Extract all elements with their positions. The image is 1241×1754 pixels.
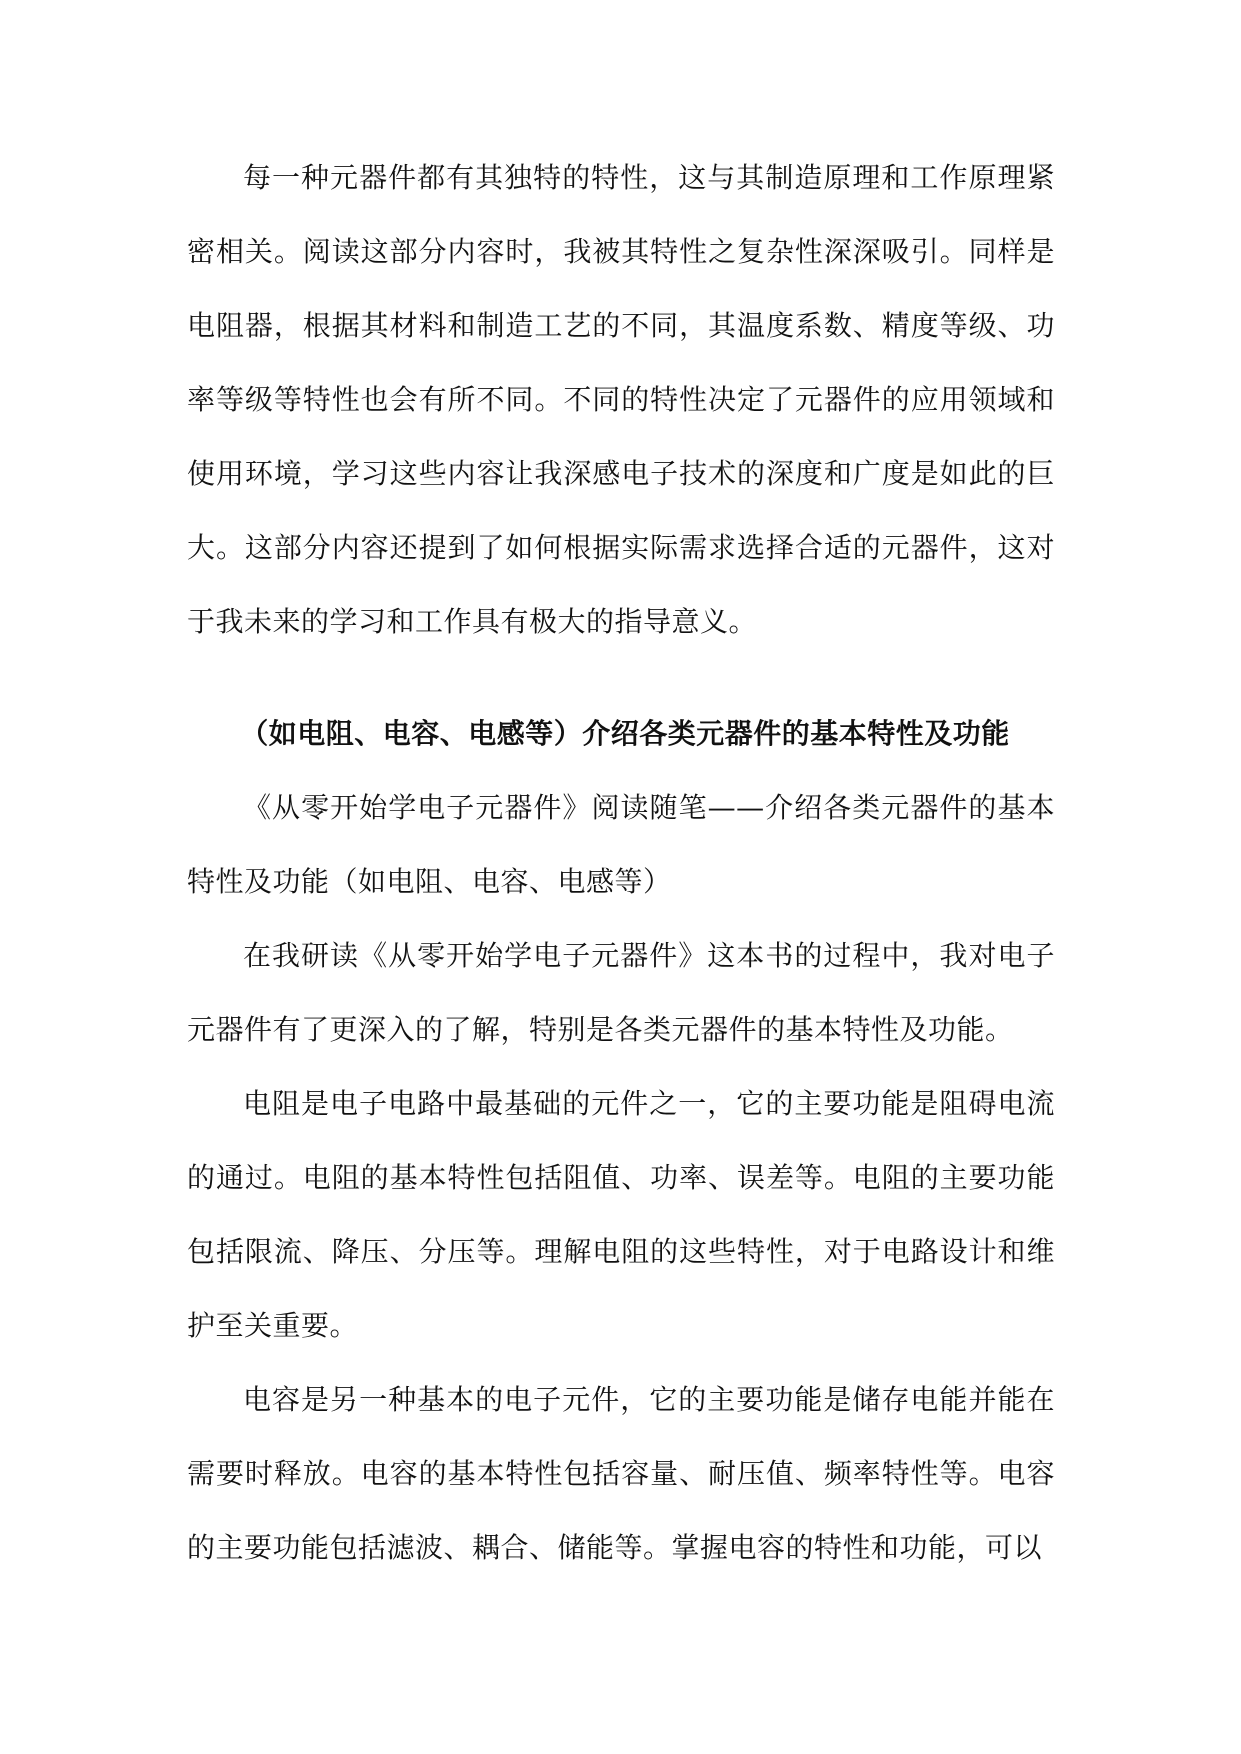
section-heading: （如电阻、电容、电感等）介绍各类元器件的基本特性及功能 xyxy=(240,717,1010,750)
paragraph-resistor: 电阻是电子电路中最基础的元件之一，它的主要功能是阻碍电流的通过。电阻的基本特性包括阻值、功率、误差等。电阻的主要功能包括限流、降压、分压等。理解电阻的这些特性，对于电路设计和维护至关重要。 xyxy=(187,1087,1055,1342)
paragraph-introduction: 在我研读《从零开始学电子元器件》这本书的过程中，我对电子元器件有了更深入的了解，特别是各类元器件的基本特性及功能。 xyxy=(187,939,1055,1046)
paragraph-component-characteristics: 每一种元器件都有其独特的特性，这与其制造原理和工作原理紧密相关。阅读这部分内容时，我被其特性之复杂性深深吸引。同样是电阻器，根据其材料和制造工艺的不同，其温度系数、精度等级、功率等级等特性也会有所不同。不同的特性决定了元器件的应用领域和使用环境，学习这些内容让我深感电子技术的深度和广度是如此的巨大。这部分内容还提到了如何根据实际需求选择合适的元器件，这对于我未来的学习和工作具有极大的指导意义。 xyxy=(187,161,1055,638)
paragraph-reading-notes-title: 《从零开始学电子元器件》阅读随笔——介绍各类元器件的基本特性及功能（如电阻、电容、电感等） xyxy=(187,791,1055,898)
document-body xyxy=(187,141,1055,1585)
paragraph-capacitor: 电容是另一种基本的电子元件，它的主要功能是储存电能并能在需要时释放。电容的基本特性包括容量、耐压值、频率特性等。电容的主要功能包括滤波、耦合、储能等。掌握电容的特性和功能，可以 xyxy=(187,1383,1055,1564)
